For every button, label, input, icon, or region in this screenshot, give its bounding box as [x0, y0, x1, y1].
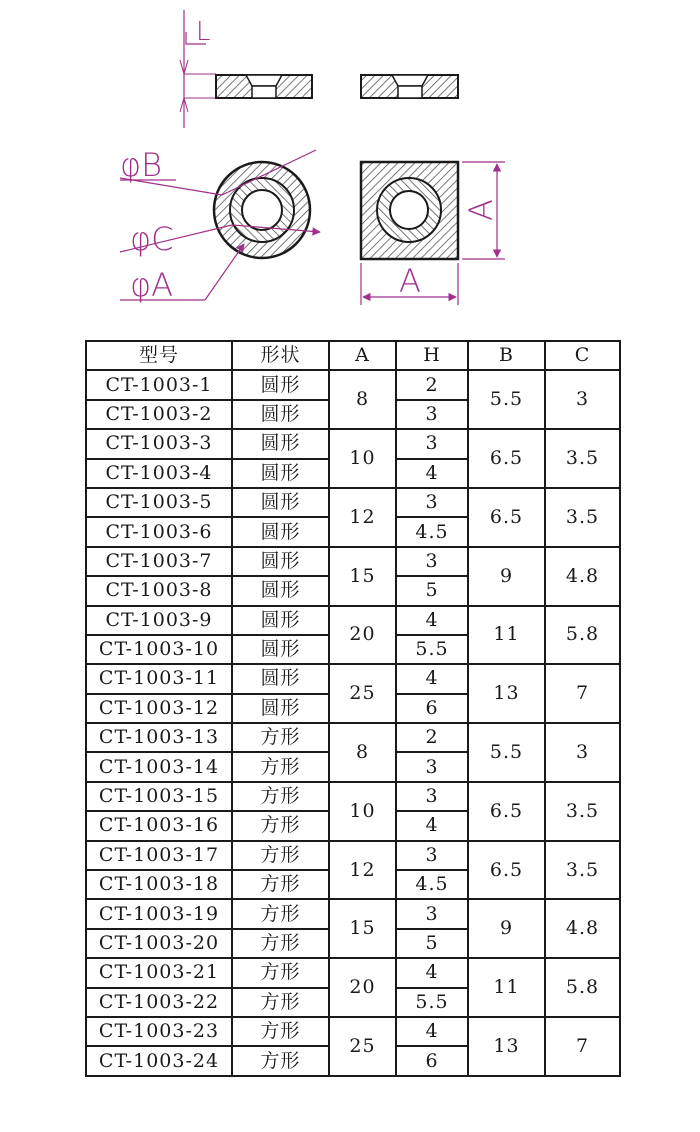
cell-shape: 方形: [232, 1017, 329, 1046]
cell-h: 3: [396, 782, 468, 811]
table-row: [86, 958, 620, 987]
header-shape: 形状: [232, 341, 329, 370]
table-row: [86, 547, 620, 576]
cell-c: 7: [545, 1017, 620, 1076]
cell-h: 5: [396, 576, 468, 605]
cell-model: CT-1003-20: [86, 929, 232, 958]
cell-c: 3.5: [545, 429, 620, 488]
cell-model: CT-1003-18: [86, 870, 232, 899]
cell-shape: 圆形: [232, 459, 329, 488]
cell-shape: 圆形: [232, 694, 329, 723]
side-view-square: [361, 75, 458, 98]
header-c: C: [545, 341, 620, 370]
table-row: [86, 723, 620, 752]
cell-h: 3: [396, 488, 468, 517]
cell-model: CT-1003-14: [86, 752, 232, 781]
cell-b: 5.5: [468, 370, 545, 429]
cell-h: 4: [396, 664, 468, 693]
cell-model: CT-1003-10: [86, 635, 232, 664]
table-row: [86, 899, 620, 928]
label-phi-a: φA: [130, 266, 173, 304]
cell-b: 9: [468, 899, 545, 958]
cell-shape: 方形: [232, 1046, 329, 1075]
cell-b: 5.5: [468, 723, 545, 782]
cell-h: 6: [396, 1046, 468, 1075]
cell-a: 10: [329, 429, 396, 488]
cell-a: 8: [329, 723, 396, 782]
cell-h: 5: [396, 929, 468, 958]
cell-model: CT-1003-24: [86, 1046, 232, 1075]
cell-model: CT-1003-6: [86, 517, 232, 546]
cell-a: 25: [329, 1017, 396, 1076]
cell-a: 12: [329, 841, 396, 900]
cell-h: 3: [396, 899, 468, 928]
header-model: 型号: [86, 341, 232, 370]
cell-model: CT-1003-2: [86, 400, 232, 429]
cell-shape: 圆形: [232, 400, 329, 429]
cell-b: 9: [468, 547, 545, 606]
cell-shape: 圆形: [232, 370, 329, 399]
cell-c: 5.8: [545, 606, 620, 665]
table-row: [86, 606, 620, 635]
cell-model: CT-1003-22: [86, 988, 232, 1017]
cell-model: CT-1003-7: [86, 547, 232, 576]
cell-b: 6.5: [468, 429, 545, 488]
cell-c: 3: [545, 723, 620, 782]
label-l: L: [192, 43, 193, 44]
cell-shape: 方形: [232, 811, 329, 840]
cell-h: 4: [396, 811, 468, 840]
cell-a: 25: [329, 664, 396, 723]
label-phi-b: φB: [120, 146, 163, 184]
table-body: [86, 370, 620, 1075]
cell-h: 5.5: [396, 988, 468, 1017]
cell-a: 15: [329, 547, 396, 606]
cell-model: CT-1003-21: [86, 958, 232, 987]
cell-h: 5.5: [396, 635, 468, 664]
cell-b: 11: [468, 606, 545, 665]
cell-h: 4: [396, 459, 468, 488]
table-row: [86, 1017, 620, 1046]
cell-b: 11: [468, 958, 545, 1017]
cell-a: 8: [329, 370, 396, 429]
technical-drawing: [0, 0, 700, 330]
cell-h: 3: [396, 429, 468, 458]
cell-h: 4: [396, 1017, 468, 1046]
cell-h: 4: [396, 606, 468, 635]
cell-a: 12: [329, 488, 396, 547]
side-view-round: [216, 75, 312, 98]
cell-b: 6.5: [468, 488, 545, 547]
cell-shape: 圆形: [232, 547, 329, 576]
cell-shape: 方形: [232, 870, 329, 899]
cell-shape: 圆形: [232, 606, 329, 635]
cell-model: CT-1003-11: [86, 664, 232, 693]
cell-shape: 圆形: [232, 488, 329, 517]
label-a-vertical: A: [462, 199, 500, 221]
table-row: [86, 664, 620, 693]
cell-shape: 方形: [232, 723, 329, 752]
cell-b: 13: [468, 1017, 545, 1076]
table-row: [86, 488, 620, 517]
cell-shape: 圆形: [232, 429, 329, 458]
cell-c: 3.5: [545, 488, 620, 547]
cell-model: CT-1003-12: [86, 694, 232, 723]
cell-shape: 圆形: [232, 576, 329, 605]
table-row: [86, 370, 620, 399]
cell-h: 3: [396, 400, 468, 429]
cell-c: 4.8: [545, 899, 620, 958]
cell-c: 4.8: [545, 547, 620, 606]
cell-c: 3.5: [545, 841, 620, 900]
cell-model: CT-1003-16: [86, 811, 232, 840]
cell-a: 10: [329, 782, 396, 841]
cell-b: 6.5: [468, 841, 545, 900]
cell-model: CT-1003-3: [86, 429, 232, 458]
cell-shape: 圆形: [232, 517, 329, 546]
spec-table: [85, 340, 621, 1077]
cell-model: CT-1003-5: [86, 488, 232, 517]
cell-h: 3: [396, 752, 468, 781]
cell-a: 20: [329, 606, 396, 665]
cell-a: 20: [329, 958, 396, 1017]
cell-h: 4: [396, 958, 468, 987]
label-l-visible: L: [196, 17, 211, 47]
cell-h: 6: [396, 694, 468, 723]
cell-shape: 方形: [232, 752, 329, 781]
header-a: A: [329, 341, 396, 370]
cell-h: 3: [396, 841, 468, 870]
cell-model: CT-1003-23: [86, 1017, 232, 1046]
cell-model: CT-1003-1: [86, 370, 232, 399]
cell-c: 7: [545, 664, 620, 723]
cell-shape: 圆形: [232, 635, 329, 664]
table-row: [86, 782, 620, 811]
square-washer-top-view: [361, 162, 458, 259]
cell-shape: 方形: [232, 899, 329, 928]
cell-c: 3.5: [545, 782, 620, 841]
cell-shape: 方形: [232, 958, 329, 987]
cell-b: 6.5: [468, 782, 545, 841]
cell-h: 2: [396, 370, 468, 399]
cell-c: 3: [545, 370, 620, 429]
cell-h: 4.5: [396, 517, 468, 546]
table-row: [86, 429, 620, 458]
cell-model: CT-1003-4: [86, 459, 232, 488]
cell-h: 4.5: [396, 870, 468, 899]
header-b: B: [468, 341, 545, 370]
cell-model: CT-1003-9: [86, 606, 232, 635]
table-row: [86, 841, 620, 870]
label-phi-c: φC: [130, 220, 174, 258]
cell-b: 13: [468, 664, 545, 723]
cell-h: 2: [396, 723, 468, 752]
cell-c: 5.8: [545, 958, 620, 1017]
cell-model: CT-1003-8: [86, 576, 232, 605]
header-h: H: [396, 341, 468, 370]
cell-shape: 方形: [232, 988, 329, 1017]
cell-model: CT-1003-19: [86, 899, 232, 928]
cell-model: CT-1003-13: [86, 723, 232, 752]
cell-h: 3: [396, 547, 468, 576]
cell-a: 15: [329, 899, 396, 958]
cell-model: CT-1003-15: [86, 782, 232, 811]
cell-shape: 方形: [232, 782, 329, 811]
table-header-row: [86, 341, 620, 370]
label-a-horizontal: A: [399, 262, 421, 300]
cell-shape: 方形: [232, 929, 329, 958]
cell-shape: 圆形: [232, 664, 329, 693]
cell-model: CT-1003-17: [86, 841, 232, 870]
cell-shape: 方形: [232, 841, 329, 870]
